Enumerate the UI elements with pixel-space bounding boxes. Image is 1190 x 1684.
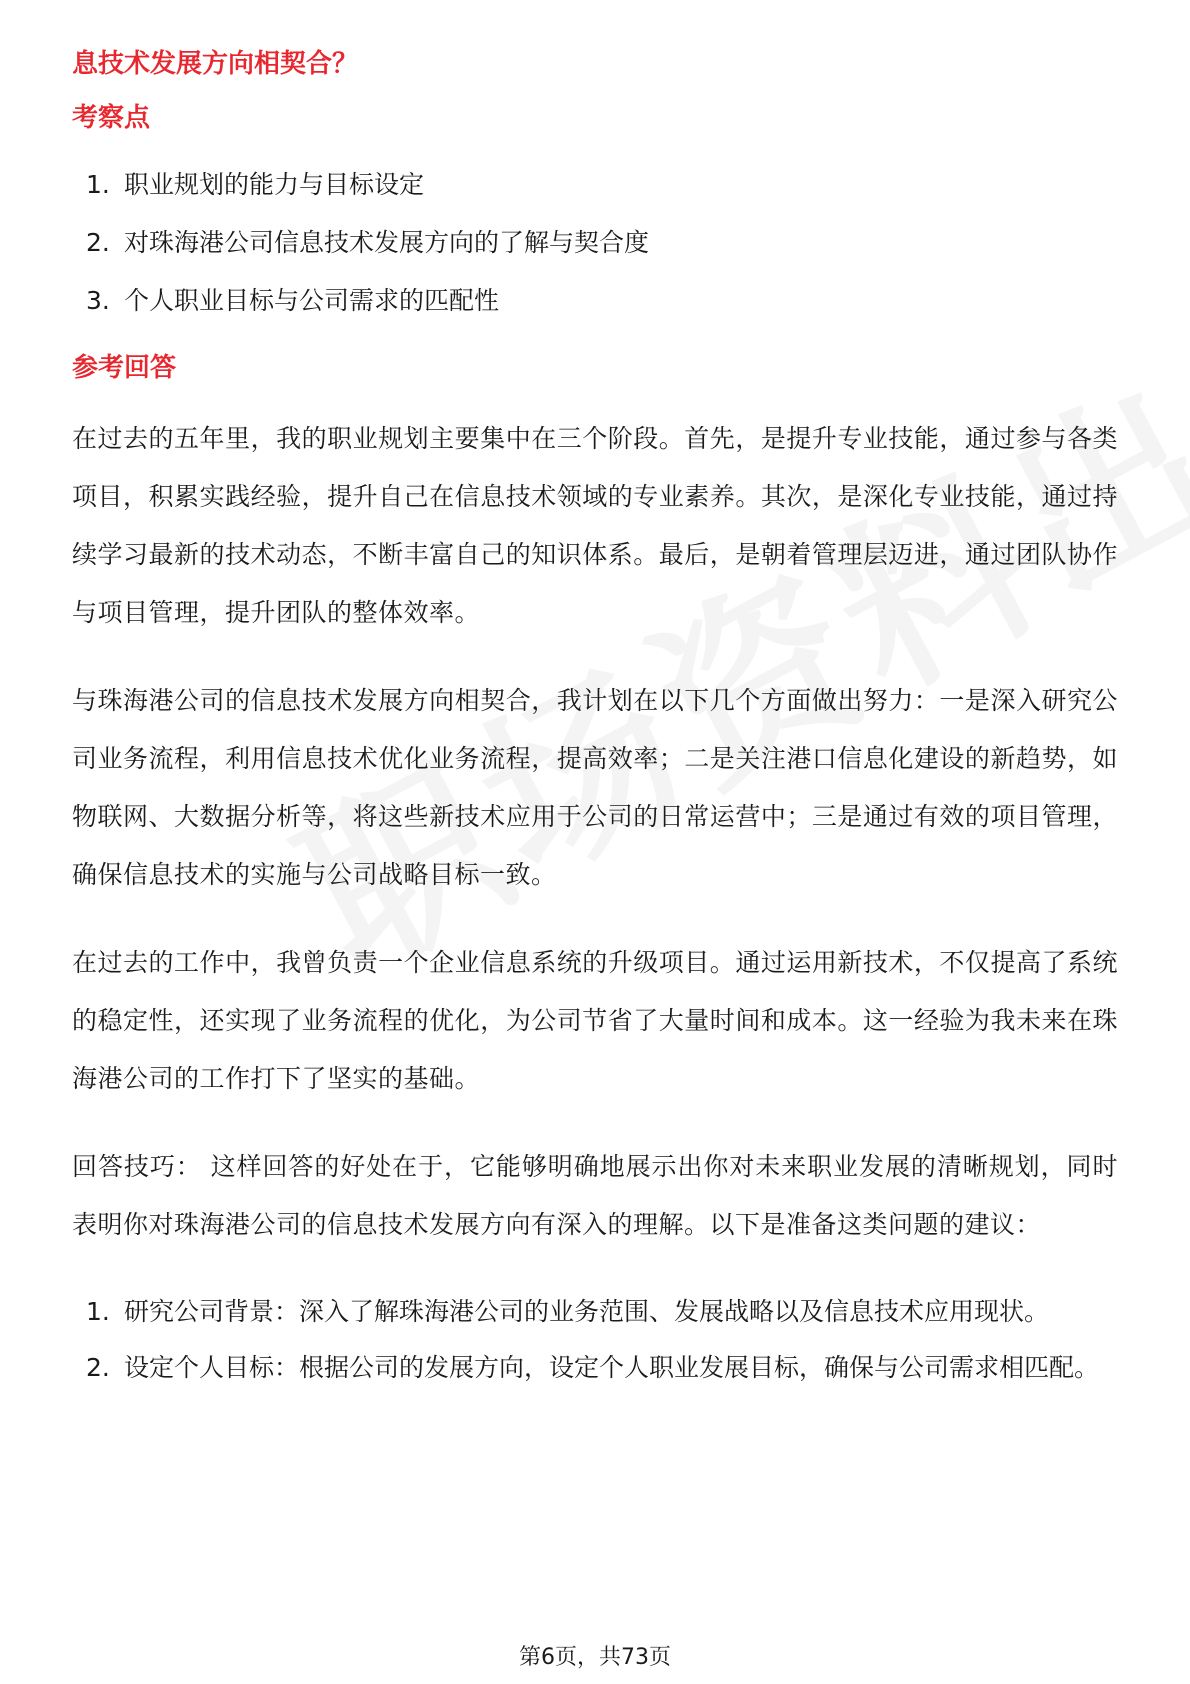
list-item-text: 研究公司背景：深入了解珠海港公司的业务范围、发展战略以及信息技术应用现状。 xyxy=(124,1297,1050,1326)
list-number: 2. xyxy=(86,1353,110,1382)
list-item xyxy=(72,1340,1118,1396)
list-number: 1. xyxy=(86,1297,110,1326)
list-item xyxy=(72,214,1118,272)
list-item xyxy=(72,272,1118,330)
answer-paragraph-3: 在过去的工作中，我曾负责一个企业信息系统的升级项目。通过运用新技术，不仅提高了系统的稳定性，还实现了业务流程的优化，为公司节省了大量时间和成本。这一经验为我未来在珠海港公司的工作打下了坚实的基础。 xyxy=(72,948,1118,1093)
content xyxy=(72,44,1118,1396)
tips-list xyxy=(72,1284,1118,1396)
section-heading-exam: 考察点 xyxy=(72,103,151,133)
exam-point-list xyxy=(72,156,1118,330)
answer-tips-paragraph: 回答技巧： 这样回答的好处在于，它能够明确地展示出你对未来职业发展的清晰规划，同时表明你对珠海港公司的信息技术发展方向有深入的理解。以下是准备这类问题的建议： xyxy=(72,1152,1118,1239)
section-heading-answer: 参考回答 xyxy=(72,353,177,383)
answer-paragraph-1: 在过去的五年里，我的职业规划主要集中在三个阶段。首先，是提升专业技能，通过参与各类项目，积累实践经验，提升自己在信息技术领域的专业素养。其次，是深化专业技能，通过持续学习最新的技术动态，不断丰富自己的知识体系。最后，是朝着管理层迈进，通过团队协作与项目管理，提升团队的整体效率。 xyxy=(72,424,1118,627)
list-item-text: 个人职业目标与公司需求的匹配性 xyxy=(124,286,500,315)
list-item xyxy=(72,1284,1118,1340)
list-item-text: 对珠海港公司信息技术发展方向的了解与契合度 xyxy=(124,228,650,257)
list-number: 2. xyxy=(86,228,110,257)
list-number: 1. xyxy=(86,170,110,199)
answer-paragraph-2: 与珠海港公司的信息技术发展方向相契合，我计划在以下几个方面做出努力：一是深入研究公司业务流程，利用信息技术优化业务流程，提高效率；二是关注港口信息化建设的新趋势，如物联网、大数据分析等，将这些新技术应用于公司的日常运营中；三是通过有效的项目管理，确保信息技术的实施与公司战略目标一致。 xyxy=(72,686,1118,889)
list-number: 3. xyxy=(86,286,110,315)
list-item xyxy=(72,156,1118,214)
list-item-text: 职业规划的能力与目标设定 xyxy=(124,170,425,199)
question-title: 息技术发展方向相契合？ xyxy=(72,49,359,79)
page-footer: 第6页，共73页 xyxy=(519,1645,671,1670)
list-item-text: 设定个人目标：根据公司的发展方向，设定个人职业发展目标，确保与公司需求相匹配。 xyxy=(124,1353,1100,1382)
